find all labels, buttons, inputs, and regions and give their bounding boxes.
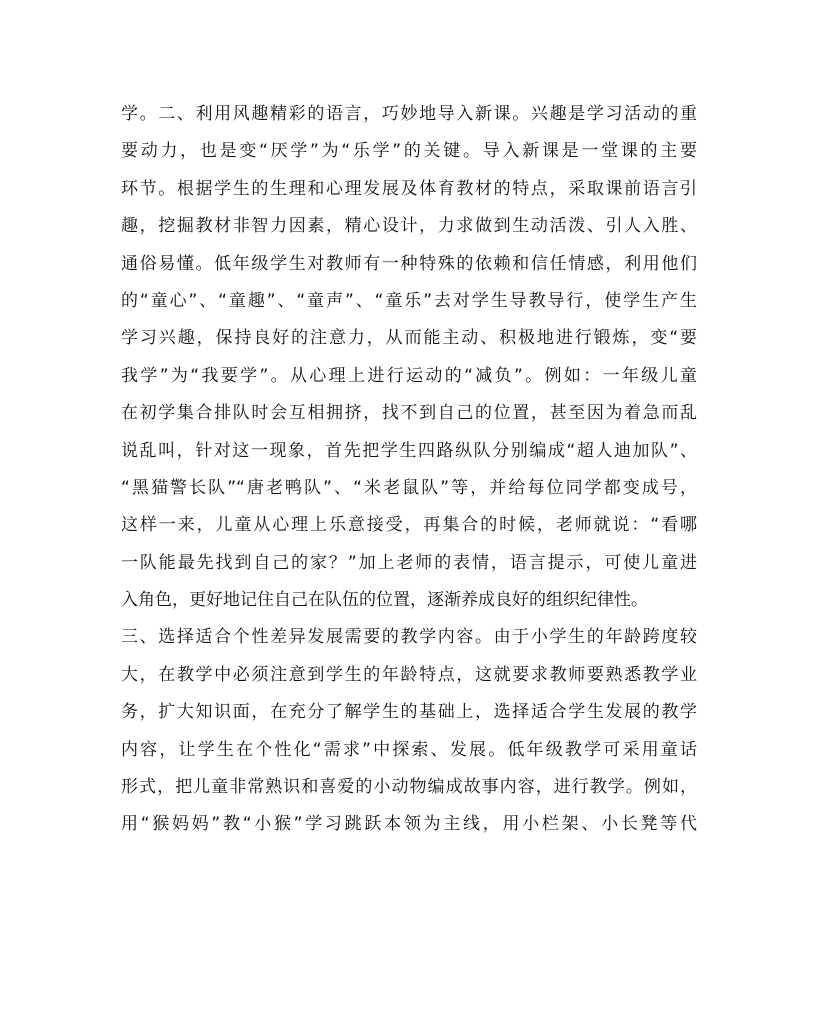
text-line: 入角色，更好地记住自己在队伍的位置，逐渐养成良好的组织纪律性。	[121, 590, 648, 611]
text-line: 说乱叫，针对这一现象，首先把学生四路纵队分别编成“超人迪加队”、	[121, 440, 697, 461]
text-line: 环节。根据学生的生理和心理发展及体育教材的特点，采取课前语言引	[121, 178, 697, 199]
text-line: 内容，让学生在个性化“需求”中探索、发展。低年级教学可采用童话	[121, 739, 697, 760]
text-line: 我学”为“我要学”。从心理上进行运动的“减负”。例如：一年级儿童	[121, 365, 697, 386]
text-line: 务，扩大知识面，在充分了解学生的基础上，选择适合学生发展的教学	[121, 702, 697, 723]
text-line: “黑猫警长队”“唐老鸭队”、“米老鼠队”等，并给每位同学都变成号，	[121, 477, 697, 498]
text-line: 大，在教学中必须注意到学生的年龄特点，这就要求教师要熟悉教学业	[121, 664, 697, 685]
text-line: 学。二、利用风趣精彩的语言，巧妙地导入新课。兴趣是学习活动的重	[121, 104, 697, 124]
text-line: 一队能最先找到自己的家？”加上老师的表情，语言提示，可使儿童进	[121, 552, 697, 573]
text-line: 趣，挖掘教材非智力因素，精心设计，力求做到生动活泼、引人入胜、	[121, 216, 697, 237]
text-line: 要动力，也是变“厌学”为“乐学”的关键。导入新课是一堂课的主要	[121, 141, 697, 162]
text-line: 学习兴趣，保持良好的注意力，从而能主动、积极地进行锻炼，变“要	[121, 328, 697, 349]
body-text	[121, 96, 697, 844]
text-line: 这样一来，儿童从心理上乐意接受，再集合的时候，老师就说：“看哪	[121, 515, 697, 536]
text-line: 用“猴妈妈”教“小猴”学习跳跃本领为主线，用小栏架、小长凳等代	[121, 814, 697, 835]
text-line: 在初学集合排队时会互相拥挤，找不到自己的位置，甚至因为着急而乱	[121, 403, 697, 424]
text-line: 三、选择适合个性差异发展需要的教学内容。由于小学生的年龄跨度较	[121, 627, 697, 648]
text-line: 通俗易懂。低年级学生对教师有一种特殊的依赖和信任情感，利用他们	[121, 253, 697, 274]
text-line: 的“童心”、“童趣”、“童声”、“童乐”去对学生导教导行，使学生产生	[121, 290, 697, 311]
text-line: 形式，把儿童非常熟识和喜爱的小动物编成故事内容，进行教学。例如，	[121, 777, 697, 798]
